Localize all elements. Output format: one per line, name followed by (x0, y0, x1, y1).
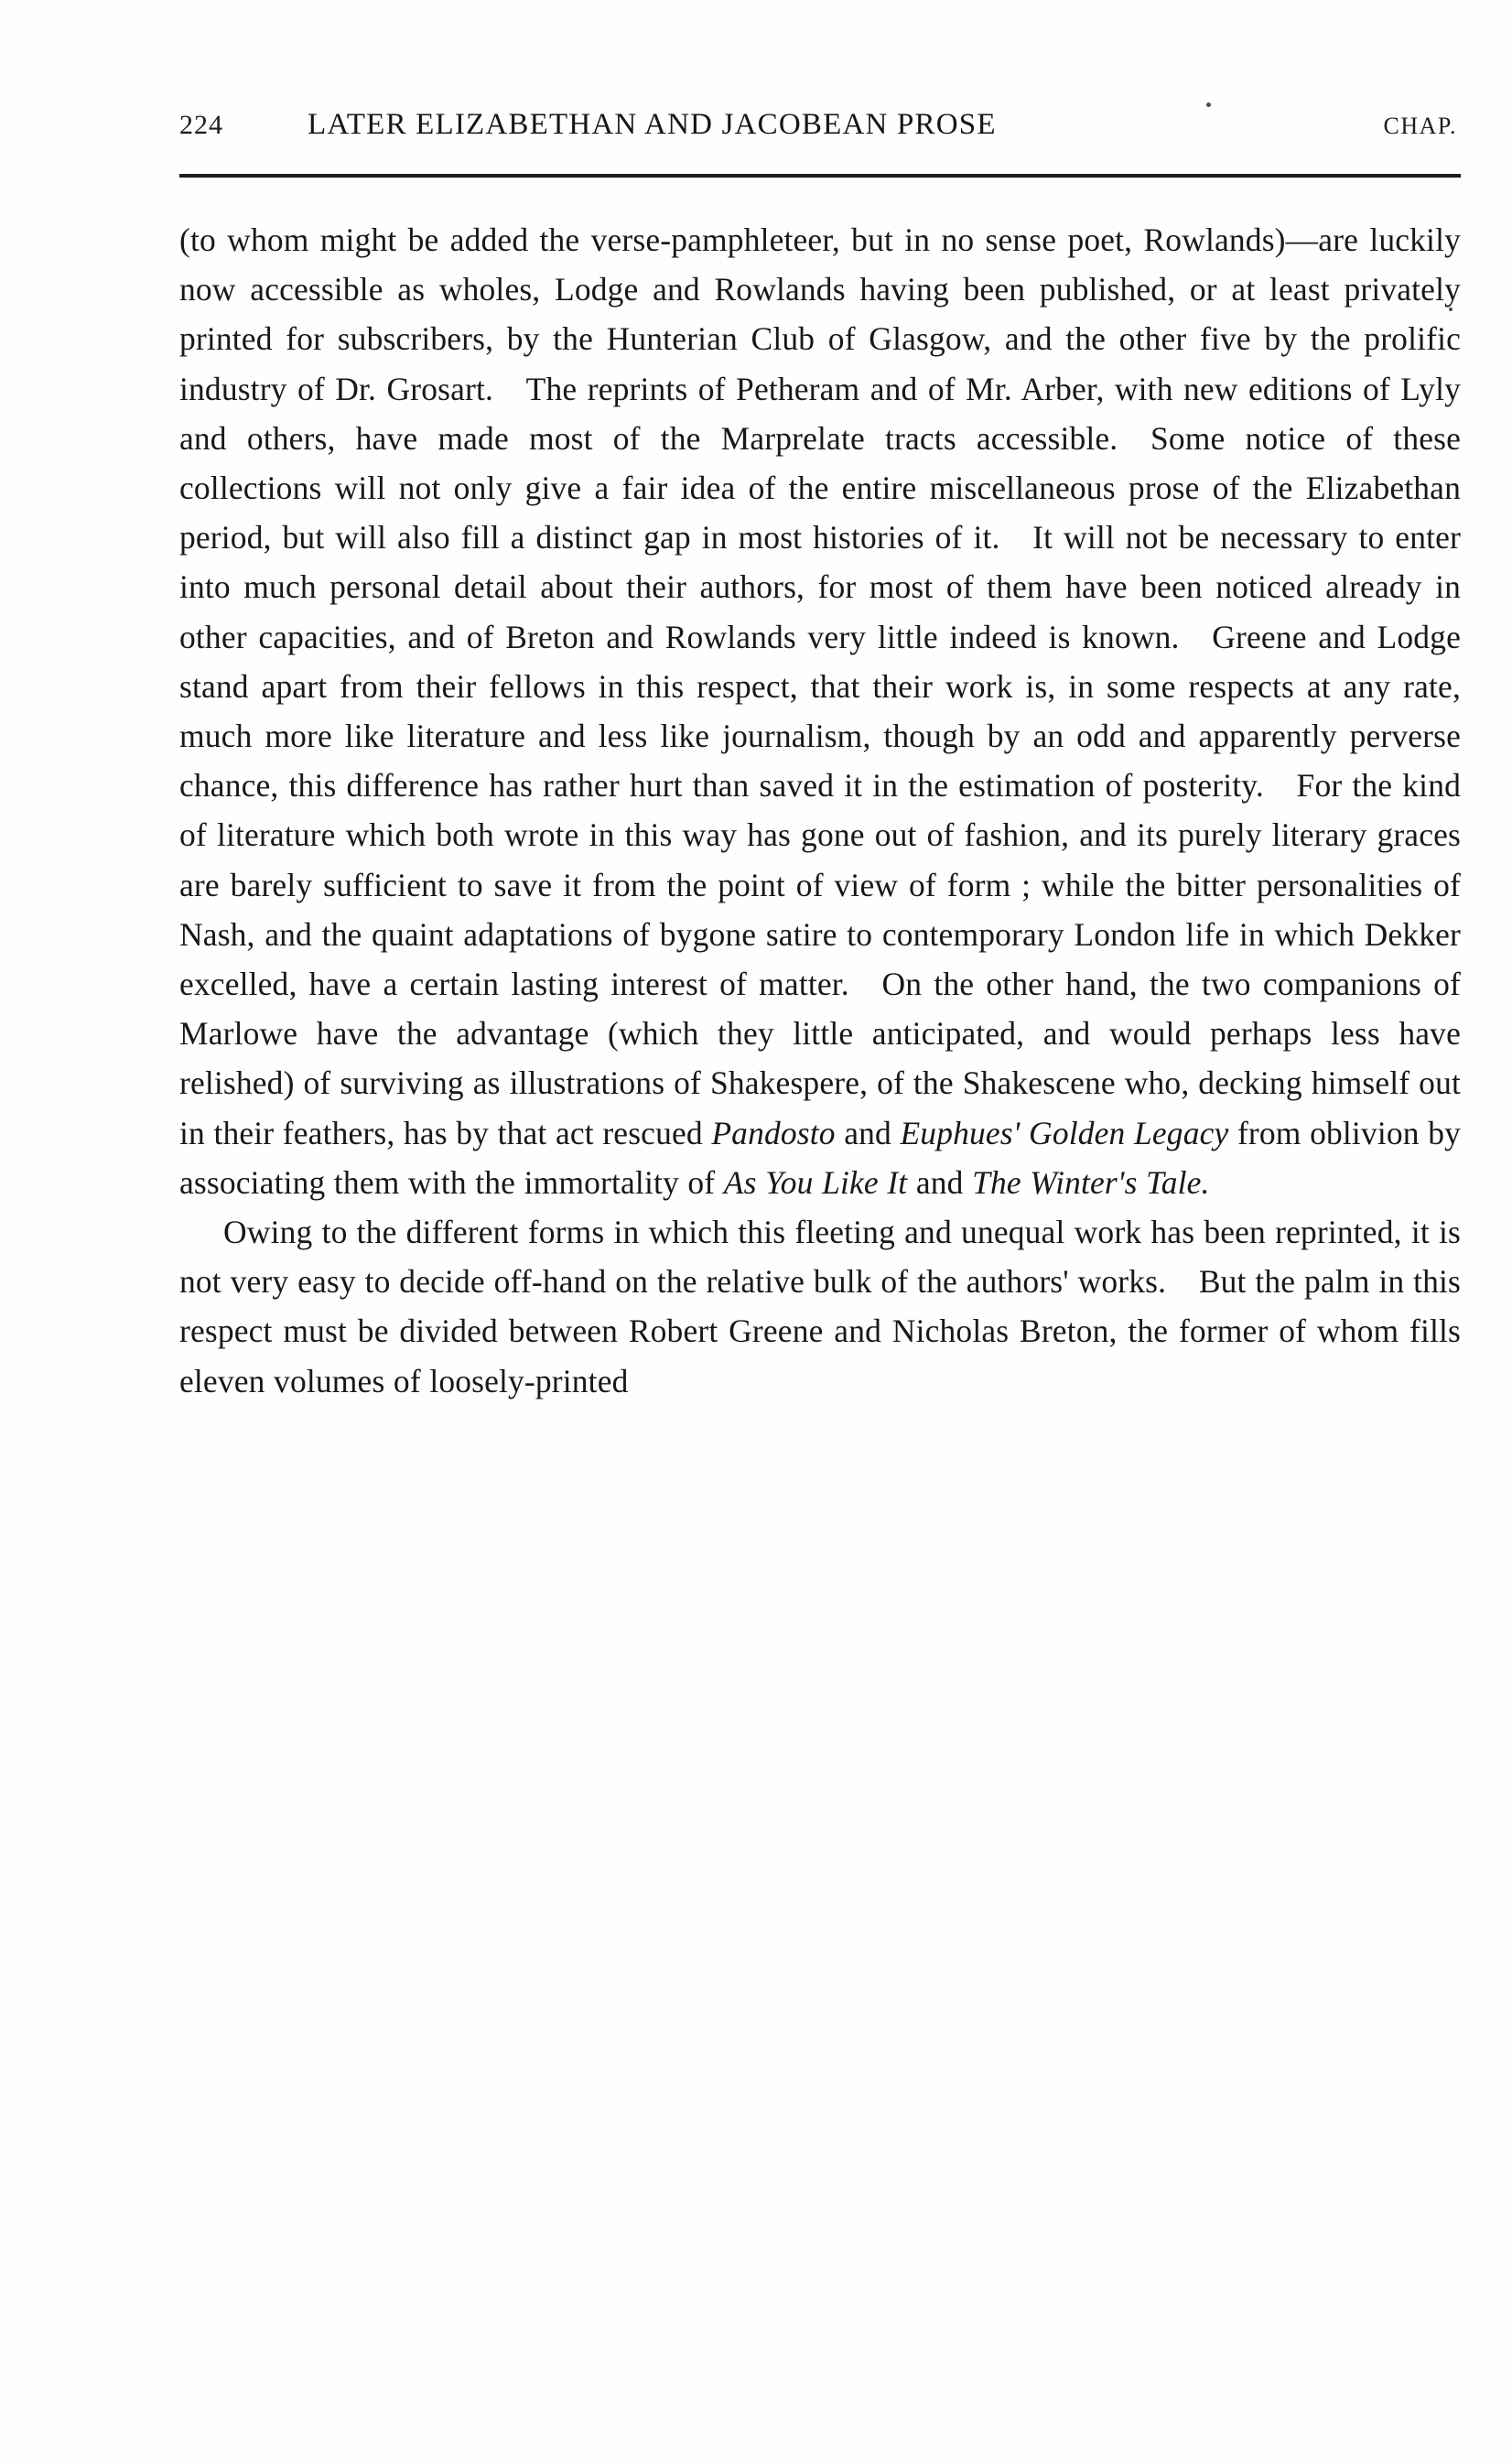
title-winters-tale: The Winter's Tale. (972, 1163, 1210, 1201)
page-header (179, 108, 1457, 142)
page-number: 224 (179, 110, 223, 140)
running-title: LATER ELIZABETHAN AND JACOBEAN PROSE (308, 108, 997, 141)
title-pandosto: Pandosto (711, 1114, 836, 1151)
paragraph-2: Owing to the different forms in which this fleeting and unequal work has been reprinted, it is not very easy to decide off-hand on the relative bulk of the authors' works. But the palm in this respect must be divided between Robert Greene and Nicholas Breton, the former of whom fills eleven volumes of loosely-printed (179, 1214, 1461, 1399)
paragraph-1-text-d: and (907, 1163, 973, 1201)
body-text (179, 215, 1461, 1406)
title-as-you-like-it: As You Like It (723, 1163, 908, 1201)
paragraph-1-text-c: from oblivion by associating them with the immortality of (179, 1114, 1461, 1201)
paragraph-1-text-b: and (835, 1114, 901, 1151)
paragraph-1 (179, 215, 1461, 1207)
header-rule (179, 174, 1461, 178)
chapter-label: CHAP. (1383, 113, 1457, 139)
paragraph-1-text-a: (to whom might be added the verse-pamphleteer, but in no sense poet, Rowlands)—are luckily now accessible as wholes, Lodge and Rowlands having been published, or at least privately printed for subscribers, by the Hunterian Club of Glasgow, and the other five by the prolific industry of Dr. Grosart. The reprints of Petheram and of Mr. Arber, with new editions of Lyly and others, have made most of the Marprelate tracts accessible. Some notice of these collections will not only give a fair idea of the entire miscellaneous prose of the Elizabethan period, but will also fill a distinct gap in most histories of it. It will not be necessary to enter into much personal detail about their authors, for most of them have been noticed already in other capacities, and of Breton and Rowlands very little indeed is known. Greene and Lodge stand apart from their fellows in this respect, that their work is, in some respects at any rate, much more like literature and less like journalism, though by an odd and apparently perverse chance, this difference has rather hurt than saved it in the estimation of posterity. For the kind of literature which both wrote in this way has gone out of fashion, and its purely literary graces are barely sufficient to save it from the point of view of form ; while the bitter personalities of Nash, and the quaint adaptations of bygone satire to contemporary London life in which Dekker excelled, have a certain lasting interest of matter. On the other hand, the two companions of Marlowe have the advantage (which they little anticipated, and would perhaps less have relished) of surviving as illustrations of Shakespere, of the Shakescene who, decking himself out in their feathers, has by that act rescued (179, 221, 1461, 1151)
ink-speck (1206, 103, 1211, 107)
title-euphues-golden-legacy: Euphues' Golden Legacy (900, 1114, 1229, 1151)
